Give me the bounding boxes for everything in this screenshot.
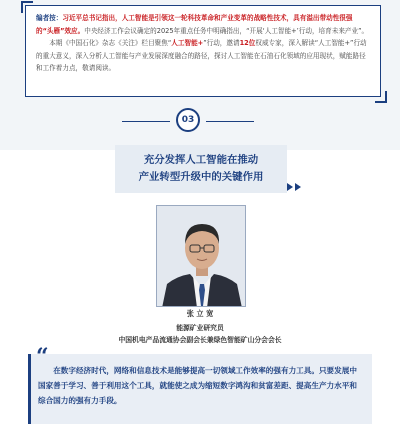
section-line-right (206, 121, 254, 122)
quote-accent-bar (28, 354, 31, 424)
section-number-badge: 03 (176, 108, 200, 132)
editor-note-text-a: 本期《中国石化》杂志《关注》栏目聚焦“ (49, 39, 172, 48)
editor-note (25, 5, 381, 97)
key-quote-text: 在数字经济时代，网络和信息技术是能够提高一切领域工作效率的强有力工具。只要发展中国家善于学习、善于利用这个工具，就能使之成为缩短数字鸿沟和贫富差距、提高生产力水平和综合国力的强有力手段。 (38, 366, 357, 405)
article-title-line-2: 产业转型升级中的关键作用 (138, 171, 264, 183)
editor-note-ai-plus: 人工智能+ (171, 39, 204, 48)
author-role: 能源矿业研究员 (176, 324, 224, 332)
editor-note-label: 编者按： (36, 14, 63, 22)
article-title (115, 145, 287, 193)
editor-note-text-b: ”行动，邀请 (203, 39, 240, 48)
key-quote (28, 354, 372, 424)
editor-note-text-c: 权威专家，深入解读“人工智能+”行动的重大意义，深入分析人工智能与产业发展深度融合的路径，探讨人工智能在石油石化领域的应用现状，赋能路径和工作着力点，敬请阅读。 (36, 39, 367, 73)
editor-note-expert-count: 12位 (239, 39, 256, 48)
author-portrait-image (157, 206, 246, 307)
quote-mark-icon: “ (36, 344, 49, 370)
note-corner-bottom-right (375, 91, 387, 103)
article-title-line-1: 充分发挥人工智能在推动 (143, 154, 259, 166)
editor-note-lead: 习近平总书记指出， (62, 14, 122, 22)
author-name: 张 立 宽 (186, 309, 214, 318)
title-arrow-decoration (287, 183, 301, 191)
editor-note-highlight: 人工智能是引领这一轮科技革命和产业变革的战略性技术，具有溢出带动性很强的“头雁”效应。 (36, 14, 353, 35)
author-organization: 中国机电产品流通协会副会长兼绿色智能矿山分会会长 (118, 336, 282, 344)
editor-note-paragraph-1 (36, 12, 370, 37)
editor-note-paragraph-2 (36, 37, 370, 75)
section-line-left (122, 121, 170, 122)
author-portrait (156, 205, 246, 307)
editor-note-lead-tail: 中央经济工作会议确定的2025年重点任务中明确指出，“开展‘人工智能+’行动，培育未来产业”。 (84, 26, 369, 35)
